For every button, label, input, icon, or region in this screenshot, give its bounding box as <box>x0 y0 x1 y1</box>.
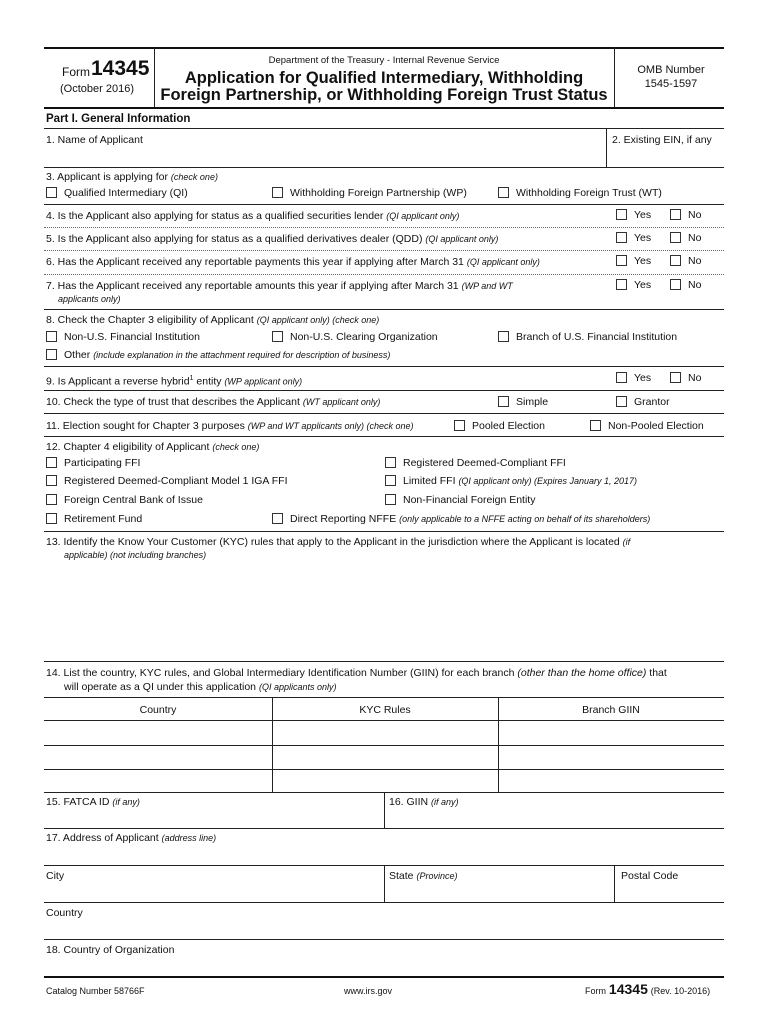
rule <box>44 167 724 168</box>
q16-label: 16. GIIN (if any) <box>389 796 459 808</box>
q6-label: 6. Has the Applicant received any reportable payments this year if applying after March 31 (QI applicant only) <box>46 256 540 268</box>
retirement-fund-label: Retirement Fund <box>64 513 143 525</box>
ein-input[interactable] <box>612 150 720 164</box>
header-bottom-rule <box>44 107 724 109</box>
form-date: (October 2016) <box>60 83 134 95</box>
central-bank-checkbox[interactable] <box>46 494 57 505</box>
q5-no-checkbox[interactable] <box>670 232 681 243</box>
branch-country-input[interactable] <box>48 751 268 765</box>
q9-no-checkbox[interactable] <box>670 372 681 383</box>
country-label: Country <box>46 907 83 919</box>
branch-country-input[interactable] <box>48 774 268 788</box>
state-input[interactable] <box>389 885 610 899</box>
header-divider-right <box>614 47 615 107</box>
city-input[interactable] <box>46 885 380 899</box>
q9-label: 9. Is Applicant a reverse hybrid$^1$ entity (WP applicant only) <box>46 375 303 388</box>
country-input[interactable] <box>46 922 720 936</box>
rule <box>44 697 724 698</box>
non-pooled-election-label: Non-Pooled Election <box>608 420 704 432</box>
central-bank-label: Foreign Central Bank of Issue <box>64 494 203 506</box>
q6-yes-checkbox[interactable] <box>616 255 627 266</box>
form-number: 14345 <box>91 57 150 80</box>
irs-website: www.irs.gov <box>344 986 393 996</box>
qi-checkbox[interactable] <box>46 187 57 198</box>
department-name: Department of the Treasury - Internal Revenue Service <box>268 55 500 66</box>
pooled-election-checkbox[interactable] <box>454 420 465 431</box>
wt-checkbox[interactable] <box>498 187 509 198</box>
city-label: City <box>46 870 65 882</box>
grantor-trust-label: Grantor <box>634 396 670 408</box>
model1-iga-ffi-checkbox[interactable] <box>46 475 57 486</box>
catalog-number: Catalog Number 58766F <box>46 986 145 996</box>
rule <box>44 204 724 205</box>
header-top-rule <box>44 47 724 49</box>
rule <box>614 865 615 902</box>
kyc-rules-column-header: KYC Rules <box>359 704 411 716</box>
rule <box>384 792 385 828</box>
state-label: State (Province) <box>389 870 458 882</box>
nffe-label: Non-Financial Foreign Entity <box>403 494 536 506</box>
limited-ffi-checkbox[interactable] <box>385 475 396 486</box>
rule <box>44 902 724 903</box>
applicant-name-input[interactable] <box>46 150 602 164</box>
q3-label: 3. Applicant is applying for (check one) <box>46 171 218 183</box>
giin-input[interactable] <box>389 811 720 825</box>
postal-code-label: Postal Code <box>621 870 679 882</box>
q7-no-checkbox[interactable] <box>670 279 681 290</box>
non-us-clearing-checkbox[interactable] <box>272 331 283 342</box>
form-title-line1: Application for Qualified Intermediary, Withholding <box>184 69 584 87</box>
form-title-line2: Foreign Partnership, or Withholding Foreign Trust Status <box>160 86 608 104</box>
non-pooled-election-checkbox[interactable] <box>590 420 601 431</box>
wp-label: Withholding Foreign Partnership (WP) <box>290 187 467 199</box>
country-column-header: Country <box>139 704 177 716</box>
branch-kyc-input[interactable] <box>276 774 494 788</box>
q7-label: 7. Has the Applicant received any reportable amounts this year if applying after March 31 (WP and WT <box>46 280 513 292</box>
direct-reporting-nffe-checkbox[interactable] <box>272 513 283 524</box>
yes-label: Yes <box>634 279 652 291</box>
q4-yes-checkbox[interactable] <box>616 209 627 220</box>
q14-label-line2: will operate as a QI under this application (QI applicants only) <box>64 681 337 693</box>
direct-reporting-nffe-label: Direct Reporting NFFE (only applicable to a NFFE acting on behalf of its shareholders) <box>290 513 651 525</box>
branch-giin-input[interactable] <box>502 751 720 765</box>
q1-label: 1. Name of Applicant <box>46 134 143 146</box>
q7-yes-checkbox[interactable] <box>616 279 627 290</box>
yes-label: Yes <box>634 232 652 244</box>
registered-dc-ffi-checkbox[interactable] <box>385 457 396 468</box>
q15-label: 15. FATCA ID (if any) <box>46 796 140 808</box>
no-label: No <box>688 232 702 244</box>
q4-label: 4. Is the Applicant also applying for status as a qualified securities lender (QI applicant only) <box>46 210 460 222</box>
q7-note: applicants only) <box>58 294 121 304</box>
wt-label: Withholding Foreign Trust (WT) <box>516 187 662 199</box>
participating-ffi-label: Participating FFI <box>64 457 141 469</box>
branch-country-input[interactable] <box>48 726 268 740</box>
no-label: No <box>688 279 702 291</box>
fatca-id-input[interactable] <box>46 811 380 825</box>
q13-label: 13. Identify the Know Your Customer (KYC) rules that apply to the Applicant in the jurisdiction where the Applicant is located (if <box>46 536 631 548</box>
q18-label: 18. Country of Organization <box>46 944 175 956</box>
rule <box>44 769 724 770</box>
branch-kyc-input[interactable] <box>276 751 494 765</box>
rule <box>44 661 724 662</box>
pooled-election-label: Pooled Election <box>472 420 545 432</box>
rule <box>498 697 499 792</box>
rule <box>44 720 724 721</box>
q2-label: 2. Existing EIN, if any <box>612 134 712 146</box>
rule <box>384 865 385 902</box>
q17-label: 17. Address of Applicant (address line) <box>46 832 217 844</box>
q5-yes-checkbox[interactable] <box>616 232 627 243</box>
q10-label: 10. Check the type of trust that describes the Applicant (WT applicant only) <box>46 396 381 408</box>
rule <box>44 436 724 437</box>
branch-giin-input[interactable] <box>502 774 720 788</box>
rule <box>606 128 607 167</box>
omb-number: 1545-1597 <box>644 78 698 90</box>
address-line-input[interactable] <box>46 848 720 862</box>
yes-label: Yes <box>634 255 652 267</box>
rule <box>44 828 724 829</box>
limited-ffi-label: Limited FFI (QI applicant only) (Expires January 1, 2017) <box>403 475 638 487</box>
q4-no-checkbox[interactable] <box>670 209 681 220</box>
no-label: No <box>688 209 702 221</box>
rule <box>44 250 724 251</box>
nffe-checkbox[interactable] <box>385 494 396 505</box>
footer-rule <box>44 976 724 978</box>
no-label: No <box>688 255 702 267</box>
rule <box>44 390 724 391</box>
simple-trust-checkbox[interactable] <box>498 396 509 407</box>
q8-label: 8. Check the Chapter 3 eligibility of Applicant (QI applicant only) (check one) <box>46 314 380 326</box>
rule <box>44 531 724 532</box>
no-label: No <box>688 372 702 384</box>
other-label: Other (include explanation in the attachment required for description of business) <box>64 349 391 361</box>
simple-trust-label: Simple <box>516 396 549 408</box>
form-label: Form <box>62 65 90 79</box>
part1-heading: Part I. General Information <box>46 113 191 125</box>
rule <box>44 128 724 129</box>
retirement-fund-checkbox[interactable] <box>46 513 57 524</box>
model1-iga-ffi-label: Registered Deemed-Compliant Model 1 IGA FFI <box>64 475 288 487</box>
non-us-clearing-label: Non-U.S. Clearing Organization <box>290 331 438 343</box>
rule <box>44 309 724 310</box>
participating-ffi-checkbox[interactable] <box>46 457 57 468</box>
q6-no-checkbox[interactable] <box>670 255 681 266</box>
non-us-fi-checkbox[interactable] <box>46 331 57 342</box>
q12-label: 12. Chapter 4 eligibility of Applicant (check one) <box>46 441 260 453</box>
rule <box>44 745 724 746</box>
rule <box>44 274 724 275</box>
branch-us-fi-label: Branch of U.S. Financial Institution <box>516 331 678 343</box>
kyc-rules-textarea[interactable] <box>46 566 726 662</box>
q11-label: 11. Election sought for Chapter 3 purposes (WP and WT applicants only) (check one) <box>46 420 414 432</box>
q5-label: 5. Is the Applicant also applying for status as a qualified derivatives dealer (QDD) (QI applicant only) <box>46 233 499 245</box>
footer-form-id: Form 14345 (Rev. 10-2016) <box>585 981 711 997</box>
registered-dc-ffi-label: Registered Deemed-Compliant FFI <box>403 457 566 469</box>
rule <box>272 697 273 792</box>
grantor-trust-checkbox[interactable] <box>616 396 627 407</box>
branch-kyc-input[interactable] <box>276 726 494 740</box>
qi-label: Qualified Intermediary (QI) <box>64 187 188 199</box>
omb-label: OMB Number <box>637 64 705 76</box>
rule <box>44 413 724 414</box>
wp-checkbox[interactable] <box>272 187 283 198</box>
postal-code-input[interactable] <box>621 885 720 899</box>
q9-yes-checkbox[interactable] <box>616 372 627 383</box>
rule <box>44 366 724 367</box>
yes-label: Yes <box>634 209 652 221</box>
non-us-fi-label: Non-U.S. Financial Institution <box>64 331 200 343</box>
other-checkbox[interactable] <box>46 349 57 360</box>
rule <box>44 939 724 940</box>
branch-us-fi-checkbox[interactable] <box>498 331 509 342</box>
branch-giin-column-header: Branch GIIN <box>582 704 640 716</box>
q13-note: applicable) (not including branches) <box>64 550 207 560</box>
q14-label: 14. List the country, KYC rules, and Global Intermediary Identification Number (GIIN) for each branch (other than the home office) that <box>46 667 667 679</box>
yes-label: Yes <box>634 372 652 384</box>
country-of-organization-input[interactable] <box>46 959 720 973</box>
branch-giin-input[interactable] <box>502 726 720 740</box>
rule <box>44 227 724 228</box>
